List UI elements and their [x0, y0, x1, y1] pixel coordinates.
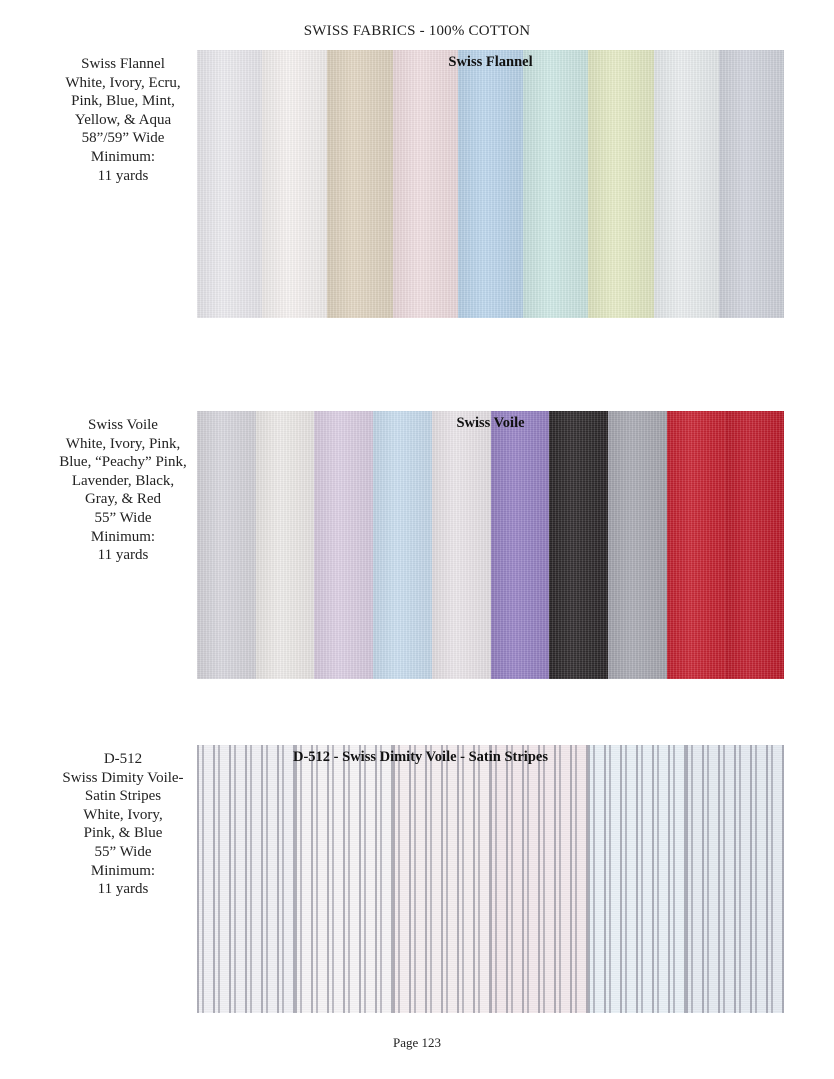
description-line: 55” Wide — [94, 509, 152, 526]
fabric-swatch — [667, 411, 726, 679]
fabric-swatch — [686, 745, 784, 1013]
dimity-panel-label: D-512 - Swiss Dimity Voile - Satin Stripes — [293, 749, 548, 765]
description-line: 11 yards — [97, 167, 149, 184]
dimity-description — [48, 750, 198, 899]
description-line: Blue, “Peachy” Pink, — [59, 454, 187, 471]
fabric-swatch — [197, 411, 256, 679]
page-title: SWISS FABRICS - 100% COTTON — [303, 23, 531, 39]
description-line: White, Ivory, — [83, 806, 163, 823]
fabric-swatch — [725, 411, 784, 679]
fabric-swatch — [608, 411, 667, 679]
description-line: Gray, & Red — [84, 491, 162, 508]
description-line: 11 yards — [97, 881, 149, 898]
flannel-panel-label: Swiss Flannel — [448, 54, 533, 70]
description-line: 11 yards — [97, 547, 149, 564]
fabric-swatch — [197, 745, 295, 1013]
fabric-swatch — [719, 50, 784, 318]
fabric-swatch — [256, 411, 315, 679]
fabric-swatch — [432, 411, 491, 679]
dimity-swatch-panel — [197, 745, 784, 1013]
fabric-swatch — [588, 745, 686, 1013]
description-line: Minimum: — [90, 148, 156, 165]
fabric-swatch — [314, 411, 373, 679]
fabric-swatch — [490, 745, 588, 1013]
description-line: Pink, & Blue — [83, 825, 163, 842]
fabric-swatch — [523, 50, 588, 318]
description-line: Satin Stripes — [84, 788, 162, 805]
description-line: 55” Wide — [94, 843, 152, 860]
fabric-swatch — [393, 50, 458, 318]
fabric-swatch — [262, 50, 327, 318]
description-line: White, Ivory, Pink, — [65, 435, 181, 452]
fabric-swatch — [327, 50, 392, 318]
description-line: Lavender, Black, — [71, 472, 175, 489]
fabric-swatch — [393, 745, 491, 1013]
fabric-swatch — [549, 411, 608, 679]
voile-description — [48, 416, 198, 565]
fabric-swatch — [654, 50, 719, 318]
voile-swatch-panel — [197, 411, 784, 679]
description-line: Swiss Voile — [88, 417, 158, 433]
flannel-description — [48, 55, 198, 185]
fabric-swatch — [588, 50, 653, 318]
fabric-swatch — [458, 50, 523, 318]
description-line: Yellow, & Aqua — [74, 111, 172, 128]
description-line: D-512 — [103, 751, 143, 767]
fabric-swatch — [295, 745, 393, 1013]
description-line: White, Ivory, Ecru, — [65, 74, 181, 91]
fabric-swatch — [197, 50, 262, 318]
flannel-swatch-panel — [197, 50, 784, 318]
fabric-swatch — [491, 411, 550, 679]
description-line: Minimum: — [90, 528, 156, 545]
voile-panel-label: Swiss Voile — [456, 415, 525, 431]
page-number: Page 123 — [392, 1035, 442, 1050]
description-line: Swiss Dimity Voile- — [62, 769, 184, 786]
description-line: Swiss Flannel — [81, 56, 165, 72]
description-line: 58”/59” Wide — [81, 130, 165, 147]
description-line: Minimum: — [90, 862, 156, 879]
description-line: Pink, Blue, Mint, — [71, 93, 175, 110]
fabric-swatch — [373, 411, 432, 679]
